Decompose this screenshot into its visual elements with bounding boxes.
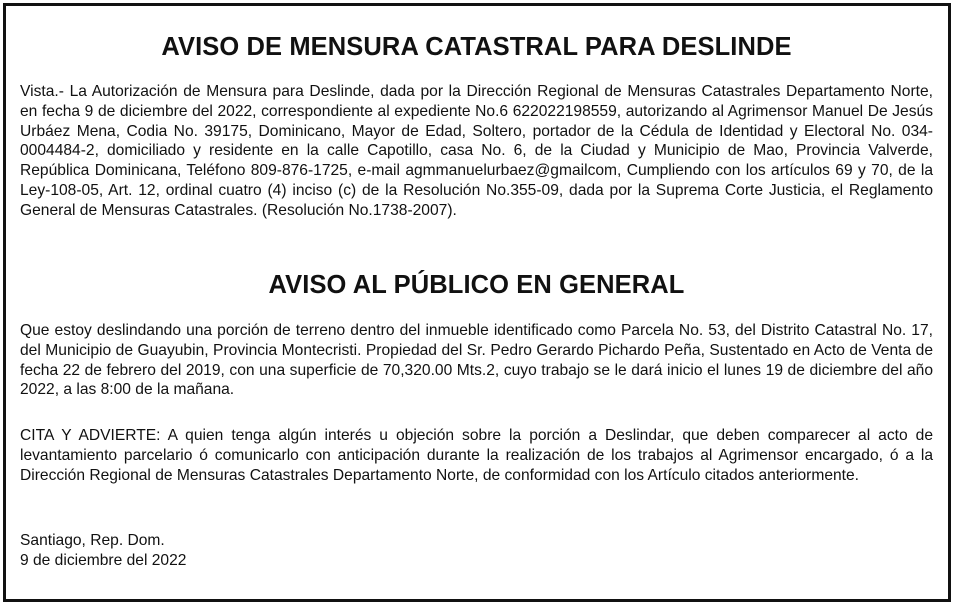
notice-title: AVISO DE MENSURA CATASTRAL PARA DESLINDE (161, 33, 792, 61)
survey-description-paragraph: Que estoy deslindando una porción de terreno dentro del inmueble identificado como Parcela No. 53, del Distrito Catastral No. 17, del Municipio de Guayubin, Provincia Montecristi. Propiedad del Sr. Pedro Gerardo Pichardo Peña, Sustentado en Acto de Venta de fecha 22 de febrero del 2019, con una superficie de 70,320.00 Mts.2, cuyo trabajo se le dará inicio el lunes 19 de diciembre del año 2022, a las 8:00 de la mañana. (20, 322, 933, 399)
place-line: Santiago, Rep. Dom. (20, 532, 165, 549)
signature-block (20, 531, 933, 571)
notice-border (3, 3, 951, 602)
vista-paragraph: Vista.- La Autorización de Mensura para Deslinde, dada por la Dirección Regional de Mensuras Catastrales Departamento Norte, en fecha 9 de diciembre del 2022, correspondiente al expediente No.6 622022198559, autorizando al Agrimensor Manuel De Jesús Urbáez Mena, Codia No. 39175, Dominicano, Mayor de Edad, Soltero, portador de la Cédula de Identidad y Electoral No. 034-0004484-2, domiciliado y residente en la calle Capotillo, casa No. 6, de la Ciudad y Municipio de Mao, Provincia Valverde, República Dominicana, Teléfono 809-876-1725, e-mail agmmanuelurbaez@gmailcom, Cumpliendo con los artículos 69 y 70, de la Ley-108-05, Art. 12, ordinal cuatro (4) inciso (c) de la Resolución No.355-09, dada por la Suprema Corte Justicia, el Reglamento General de Mensuras Catastrales. (Resolución No.1738-2007). (20, 83, 933, 219)
cita-advierte-paragraph: CITA Y ADVIERTE: A quien tenga algún interés u objeción sobre la porción a Deslindar, que deben comparecer al acto de levantamiento parcelario ó comunicarlo con anticipación durante la realización de los trabajos al Agrimensor encargado, ó a la Dirección Regional de Mensuras Catastrales Departamento Norte, de conformidad con los Artículo citados anteriormente. (20, 427, 933, 484)
date-line: 9 de diciembre del 2022 (20, 551, 187, 569)
public-notice-heading: AVISO AL PÚBLICO EN GENERAL (268, 271, 685, 299)
